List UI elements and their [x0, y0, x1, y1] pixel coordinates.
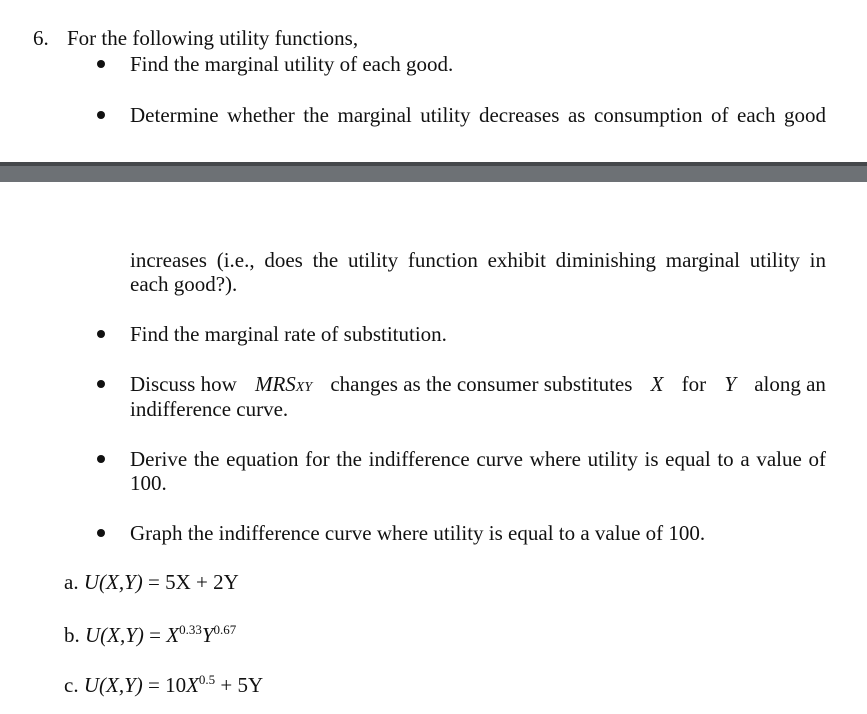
question-intro: For the following utility functions, [67, 26, 359, 50]
bullet-diminishing-line1: Determine whether the marginal utility decreases as consumption of each good [130, 103, 826, 127]
bullet-derive-line2: 100. [130, 471, 167, 495]
part-a: a. U(X,Y) = 5X + 2Y [64, 570, 239, 594]
question-number: 6. [33, 26, 49, 50]
bullet-dot [97, 111, 105, 119]
bullet-diminishing-line2: increases (i.e., does the utility function exhibit diminishing marginal utility in [130, 248, 826, 272]
page-break-divider [0, 162, 867, 182]
bullet-graph: Graph the indifference curve where utility is equal to a value of 100. [130, 521, 706, 545]
bullet-discuss-line1: Discuss how MRSXY changes as the consumer substitutes X for Y along an [130, 372, 826, 396]
bullet-marginal-utility: Find the marginal utility of each good. [130, 52, 454, 76]
bullet-mrs: Find the marginal rate of substitution. [130, 322, 447, 346]
bullet-diminishing-line3: each good?). [130, 272, 238, 296]
bullet-derive-line1: Derive the equation for the indifference curve where utility is equal to a value of [130, 447, 826, 471]
page-bottom-fragment [0, 182, 867, 714]
bullet-dot [97, 60, 105, 68]
bullet-dot [97, 380, 105, 388]
bullet-discuss-line2: indifference curve. [130, 397, 289, 421]
part-c: c. $U(X,Y) = 10X^{0.5} + 5Y$ [64, 672, 264, 697]
bullet-dot [97, 330, 105, 338]
page-top-fragment [0, 0, 867, 162]
part-b: b. $U(X,Y) = X^{0.33}Y^{0.67}$ [64, 622, 237, 647]
bullet-dot [97, 529, 105, 537]
bullet-dot [97, 455, 105, 463]
